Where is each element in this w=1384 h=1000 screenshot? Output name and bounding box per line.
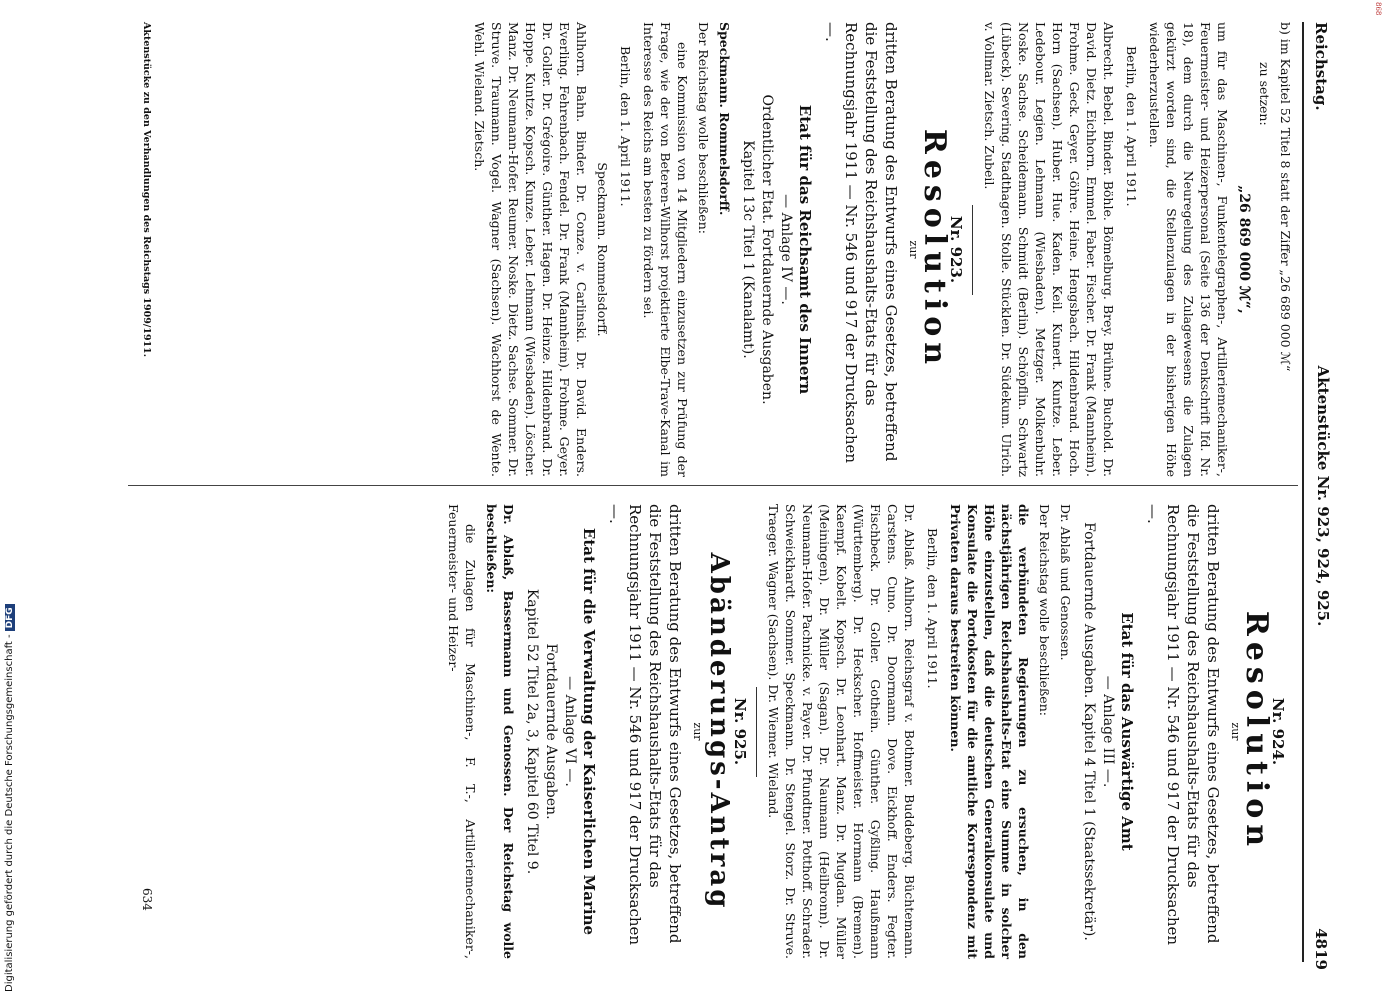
purpose-text: um für das Maschinen-, Funkentelegraphen-, Artilleriemechaniker-, Feuermeister- und Heizerpersonal (Seite 136 der Denkschrift lfd. Nr. 18), dem durch die Neuregelung des Zulagewesens die Zulagen gekürzt worden sind, die Stellenzulagen in der bisherigen Höhe wiederherzustellen.: [1147, 22, 1230, 477]
etat-heading-924: Etat für das Auswärtige Amt: [1118, 612, 1136, 851]
antrag-title-925: Abänderungs-Antrag: [704, 552, 734, 911]
right-column: [441, 504, 1294, 959]
zu-setzen: zu setzen:: [1257, 62, 1272, 126]
amount: „26 869 000 ℳ“,: [1236, 185, 1252, 314]
anlage-924: — Anlage III —.: [1100, 675, 1116, 788]
signatories-1: Albrecht. Bebel. Binder. Böhle. Bömelburg. Brey. Brühne. Buchold. Dr. David. Dietz. Eichhorn. Emmel. Faber. Fischer. Dr. Frank (Mannheim). Frohme. Geck. Geyer. Göhre. Heine. Hengsbach. Hildenbrand. Hoch. Horn (Sachsen). Huber. Hue. Kaden. Keil. Kunert. Kuntze. Leber. Ledebour. Legien. Lehmann (Wiesbaden). Metzger. Molkenbuhr. Noske. Sachse. Scheidemann. Schmidt (Berlin). Schöpflin. Schwartz (Lübeck). Severing. Stadthagen. Stolle. Stücklen. Dr. Südekum. Ulrich. v. Vollmar. Zietsch. Zubeil.: [982, 22, 1116, 477]
date-924: Berlin, den 1. April 1911.: [925, 528, 940, 689]
date-1: Berlin, den 1. April 1911.: [1124, 46, 1139, 207]
anlage-923: — Anlage IV —.: [778, 194, 794, 305]
edge-number: 868: [1374, 2, 1382, 16]
running-head-left: Reichstag.: [1312, 22, 1330, 111]
anlage-925: — Anlage VI —.: [562, 676, 578, 787]
etat-heading-923: Etat für das Reichsamt des Innern: [796, 104, 814, 395]
etat-heading-925: Etat für die Verwaltung der Kaiserlichen Marine: [580, 527, 598, 936]
subject-924: dritten Beratung des Entwurfs eines Gesetzes, betreffend die Feststellung des Reichshaushalts-Etats für das Rechnungsjahr 1911 — Nr. 546 und 917 der Drucksachen —.: [1144, 504, 1222, 946]
ausgaben-925: Fortdauernde Ausgaben.: [543, 643, 559, 820]
header-rule: [1302, 22, 1304, 962]
separator-rule: [972, 205, 973, 295]
date-2: Berlin, den 1. April 1911.: [618, 46, 633, 207]
signatories-2: Ahlhorn. Bahn. Binder. Dr. Conze. v. Carlinski. Dr. David. Enders. Everling. Fehrenbach. Fendel. Dr. Frank (Mannheim). Frohme. Geyer. Dr. Goller. Dr. Grégoire. Günther. Hagen. Dr. Heinze. Hildenbrand. Dr. Hoppe. Kuntze. Kopsch. Kunze. Leber. Lehmann (Wiesbaden). Löscher. Manz. Dr. Neumann-Hofer. Reumer. Noske. Dietz. Sachse. Sommer. Dr. Struve. Traumann. Vogel. Wagner (Sachsen). Wachhorst de Wente. Wehl. Wieland. Zietsch.: [472, 22, 589, 477]
footer-collection: Aktenstücke zu den Verhandlungen des Reichstags 1909/1911.: [141, 22, 152, 358]
document-number-924: Nr. 924.: [1269, 697, 1287, 766]
zur-label-925: zur: [691, 722, 704, 741]
running-head-page-number: 4819: [1312, 928, 1330, 970]
resolution-title-923: Resolution: [917, 128, 952, 371]
document-number-925: Nr. 925.: [731, 697, 749, 766]
motion-text-925: die Zulagen für Maschinen-, F. T.-, Artilleriemechaniker-, Feuermeister- und Heizer-: [446, 504, 478, 959]
signature-lead-923: Speckmann. Rommelsdorff.: [595, 162, 610, 337]
motion-925: Dr. Ablaß, Bassermann und Genossen. Der Reichstag wolle beschließen:: [484, 504, 516, 959]
ausgaben-924: Fortdauernde Ausgaben. Kapitel 4 Titel 1 (Staatssekretär).: [1081, 522, 1097, 941]
digitization-note-text: Digitalisierung gefördert durch die Deutsche Forschungsgemeinschaft -: [4, 634, 15, 992]
mover-924: Dr. Ablaß und Genossen.: [1058, 504, 1073, 661]
ausgaben-923: Ordentlicher Etat. Fortdauernde Ausgaben.: [759, 94, 775, 405]
zur-label: zur: [907, 240, 920, 259]
document-number-923: Nr. 923.: [947, 215, 965, 284]
left-column: [467, 22, 1294, 477]
digitization-note: [4, 432, 20, 992]
resolution-lead-923: Der Reichstag wolle beschließen:: [696, 22, 711, 234]
intro-b: b) im Kapitel 52 Titel 8 statt der Ziffer „26 689 000 ℳ“: [1278, 22, 1293, 372]
rotated-page: [34, 8, 1334, 988]
subject-923: dritten Beratung des Entwurfs eines Gesetzes, betreffend die Feststellung des Reichshaushalts-Etats für das Rechnungsjahr 1911 — Nr. 546 und 917 der Drucksachen —.: [822, 22, 900, 464]
zur-label-924: zur: [1229, 722, 1242, 741]
running-head-title: Aktenstücke Nr. 923, 924, 925.: [1314, 365, 1332, 627]
dfg-logo: DFG: [5, 604, 15, 631]
signatories-924: Dr. Ablaß. Ahlhorn. Reichsgraf v. Bothmer. Buddeberg. Büchtemann. Carstens. Cuno. Dr. Doormann. Dove. Eickhoff. Enders. Fegter. Fischbeck. Dr. Goller. Gothein. Günther. Gyßling. Haußmann (Württemberg). Dr. Heckscher. Hoffmeister. Hormann (Bremen). Kaempf. Kobelt. Kopsch. Dr. Leonhart. Manz. Dr. Mugdan. Müller (Meiningen). Dr. Müller (Sagan). Dr. Naumann (Heilbronn). Dr. Neumann-Hofer. Pachnicke. v. Payer. Dr. Pfundtner. Potthoff. Schrader. Schweickhardt. Sommer. Speckmann. Dr. Stengel. Storz. Dr. Struve. Traeger. Wagner (Sachsen). Dr. Wiemer. Wieland.: [766, 504, 917, 959]
kapitel-923: Kapitel 13c Titel 1 (Kanalamt).: [740, 140, 756, 359]
running-head: [1304, 22, 1334, 970]
footer-page-number: 634: [140, 888, 154, 911]
separator-rule-2: [756, 687, 757, 777]
resolution-text-924: die verbündeten Regierungen zu ersuchen, in den nächstjährigen Reichshaushalts-Etat eine Summe in solcher Höhe einzustellen, daß die deutschen Generalkonsulate und Konsulate die Portokosten für die amtliche Korrespondenz mit Privaten daraus bestreiten können.: [948, 504, 1031, 959]
column-divider: [128, 485, 1298, 486]
resolution-lead-924: Der Reichstag wolle beschließen:: [1037, 504, 1052, 716]
subject-925: dritten Beratung des Entwurfs eines Gesetzes, betreffend die Feststellung des Reichshaushalts-Etats für das Rechnungsjahr 1911 — Nr. 546 und 917 der Drucksachen —.: [606, 504, 684, 946]
resolution-text-923: eine Kommission von 14 Mitgliedern einzusetzen zur Prüfung der Frage, wie der von Beteren-Wilhorst projektierte Elbe-Trave-Kanal im Interesse des Reichs am besten zu fördern sei.: [641, 22, 690, 477]
mover-923: Speckmann. Rommelsdorff.: [717, 22, 732, 216]
kapitel-925: Kapitel 52 Titel 2a, 3, Kapitel 60 Titel 9.: [524, 588, 540, 875]
resolution-title-924: Resolution: [1239, 610, 1274, 853]
